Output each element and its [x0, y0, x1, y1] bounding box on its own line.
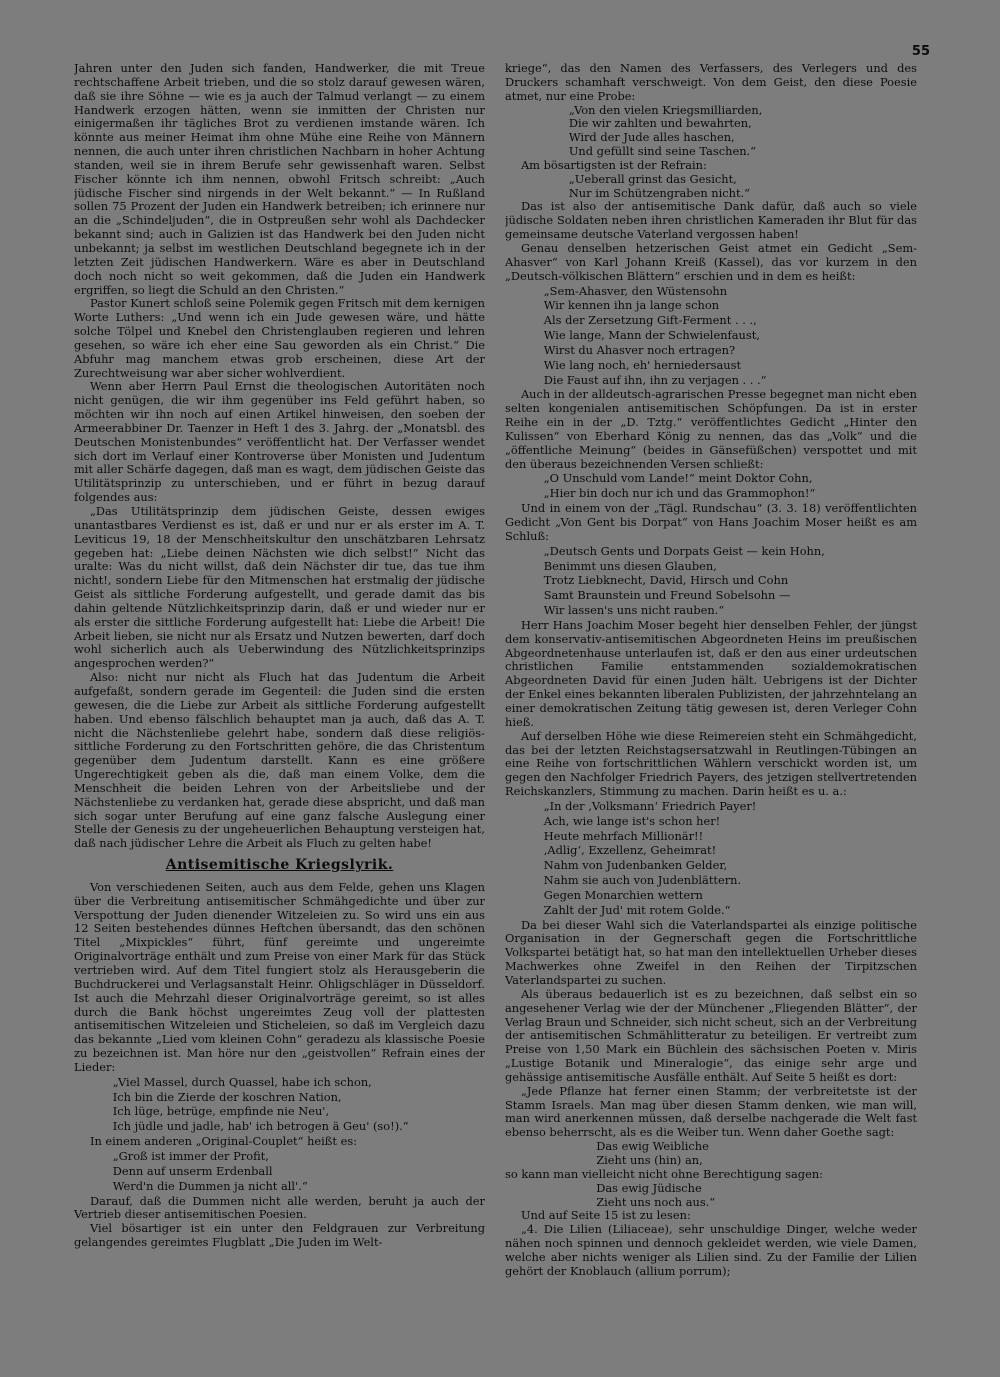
page-number: 55 [911, 44, 930, 59]
verse-line: Wie lang noch, eh' herniedersaust [543, 357, 742, 372]
paragraph: Auch in der alldeutsch-agrarischen Presse begegnet man nicht eben selten kongenialen antisemitischen Schöpfungen. Da ist in erster Reihe ein in der „D. Tztg.“ veröffentlichtes Gedicht „Hinter den Kulissen“ von Eberhard König zu nennen, das das „Volk“ und die „öffentliche Meinung“ (beides in Gänsefüßchen) verspottet und mit den überaus bezeichnenden Versen schließt: [505, 387, 917, 471]
paragraph: Auf derselben Höhe wie diese Reimereien steht ein Schmähgedicht, das bei der letzten Reichstagsersatzwahl in Reutlingen-Tübingen an eine Reihe von fortschrittlichen Wählern verschickt worden ist, um gegen den Nachfolger Friedrich Payers, des jetzigen stellvertretenden Reichskanzlers, Stimmung zu machen. Darin heißt es u. a.: [505, 728, 917, 799]
verse-line: Denn auf unserm Erdenball [112, 1163, 273, 1178]
paragraph: Pastor Kunert schloß seine Polemik gegen Fritsch mit dem kernigen Worte Luthers: „Und wenn ich ein Jude gewesen wäre, und hätte solche Tölpel und Knebel den Christenglauben regieren und lehren gesehen, so wäre ich eher eine Sau geworden als ein Christ.“ Die Abfuhr mag manchem etwas grob erscheinen, diese Art der Zurechtweisung war aber sicher wohlverdient. [74, 296, 485, 380]
verse-line: Nur im Schützengraben nicht.“ [568, 185, 751, 200]
verse-line: „Deutsch Gents und Dorpats Geist — kein Hohn, [543, 543, 825, 558]
verse-line: „O Unschuld vom Lande!“ meint Doktor Cohn, [543, 471, 813, 486]
verse-line: Wie lange, Mann der Schwielenfaust, [543, 328, 760, 343]
left-column [74, 62, 485, 1362]
verse-line: „Ueberall grinst das Gesicht, [568, 171, 737, 186]
quotation: „Jede Pflanze hat ferner einen Stamm; der verbreitetste ist der Stamm Israels. Man mag über diesen Stamm denken, wie man will, man wird anerkennen müssen, daß derselbe nachgerade die Welt fast ebenso beherrscht, als es die Weiber tun. Wenn daher Goethe sagt: [505, 1083, 917, 1140]
paragraph: Als überaus bedauerlich ist es zu bezeichnen, daß selbst ein so angesehener Verlag wie der der Münchener „Fliegenden Blätter“, der Verlag Braun und Schneider, sich nicht scheut, sich an der Verbreitung der antisemitischen Schmählitteratur zu beteiligen. Er vertreibt zum Preise von 1,50 Mark ein Büchlein des sächsischen Poeten v. Miris „Lustige Botanik und Mineralogie“, das einige sehr arge und gehässige antisemitische Ausfälle enthält. Auf Seite 5 heißt es dort: [505, 986, 917, 1084]
verse-line: Zieht uns (hin) an, [596, 1152, 703, 1167]
paragraph: Und auf Seite 15 ist zu lesen: [520, 1208, 691, 1223]
verse-line: Benimmt uns diesen Glauben, [543, 558, 717, 573]
verse-line: „Groß ist immer der Profit, [112, 1148, 269, 1163]
paragraph: Herr Hans Joachim Moser begeht hier denselben Fehler, der jüngst dem konservativ-antisemitischen Abgeordneten Heins im preußischen Abgeordnetenhause unterlaufen ist, daß er den aus einer urdeutschen christlichen Familie entstammenden sozialdemokratischen Abgeordneten David für einen Juden hält. Uebrigens ist der Dichter der Enkel eines bekannten liberalen Publizisten, der jahrzehntelang an einer demokratischen Zeitung tätig gewesen ist, deren Verleger Cohn hieß. [505, 617, 917, 729]
verse-line: Heute mehrfach Millionär!! [543, 828, 704, 843]
verse-line: Zieht uns noch aus.“ [596, 1194, 716, 1209]
paragraph: Jahren unter den Juden sich fanden, Handwerker, die mit Treue rechtschaffene Arbeit trieben, und die so stolz darauf gewesen wären, daß sie ihre Söhne — wie es ja auch der Talmud verlangt — zu einem Handwerk erzogen hätten, wenn sie inmitten der Christen nur einigermaßen ihr tägliches Brot zu verdienen imstande wären. Ich könnte aus meiner Heimat ihm ohne Mühe eine Reihe von Männern nennen, die auch unter ihren christlichen Nachbarn in hoher Achtung standen, weil sie in ihrem Berufe sehr gewissenhaft waren. Selbst Fischer könnte ich ihm nennen, obwohl Fritsch schreibt: „Auch jüdische Fischer sind nirgends in der Welt bekannt.“ — In Rußland sollen 75 Prozent der Juden ein Handwerk betreiben; ich erinnere nur an die „Schindeljuden“, die in Ostpreußen sehr wohl als Dachdecker bekannt sind; auch in Galizien ist das Handwerk bei den Juden nicht unbekannt; ja selbst im westlichen Deutschland begegnete ich in der letzten Zeit jüdischen Handwerkern. Wäre es aber in Deutschland doch noch nicht so weit gekommen, daß die Juden ein Handwerk ergriffen, so liegt die Schuld an den Christen.“ [74, 62, 485, 297]
verse-line: Nahm von Judenbanken Gelder, [543, 858, 728, 873]
paragraph: Wenn aber Herrn Paul Ernst die theologischen Autoritäten noch nicht genügen, die wir ihm gegenüber ins Feld geführt haben, so möchten wir ihn noch auf einen Artikel hinweisen, den soeben der Armeerabbiner Dr. Taenzer in Heft 1 des 3. Jahrg. der „Monatsbl. des Deutschen Monistenbundes“ veröffentlicht hat. Der Verfasser wendet sich dort im Verlauf einer Kontroverse über Monisten und Judentum mit aller Schärfe dagegen, daß man es wagt, dem jüdischen Geiste das Utilitätsprinzip zu unterschieben, und er führt in bezug darauf folgendes aus: [74, 379, 485, 505]
verse-line: Ich jüdle und jadle, hab' ich betrogen ä Geu' (so!).“ [112, 1119, 409, 1134]
verse-line: Als der Zersetzung Gift-Ferment . . ., [543, 313, 757, 328]
verse-line: Ich bin die Zierde der koschren Nation, [112, 1089, 342, 1104]
verse-line: Das ewig Jüdische [596, 1180, 702, 1195]
verse-line: Wirst du Ahasver noch ertragen? [543, 342, 736, 357]
verse-line: Wir kennen ihn ja lange schon [543, 298, 720, 313]
right-column [505, 62, 917, 1362]
paragraph: Und in einem von der „Tägl. Rundschau“ (3. 3. 18) veröffentlichten Gedicht „Von Gent bis Dorpat“ von Hans Joachim Moser heißt es am Schluß: [505, 501, 917, 543]
verse-line: Die wir zahlten und bewahrten, [568, 116, 752, 131]
verse-line: Wird der Jude alles haschen, [568, 130, 735, 145]
verse-line: Die Faust auf ihn, ihn zu verjagen . . .“ [543, 372, 767, 387]
paragraph: Am bösartigsten ist der Refrain: [520, 157, 707, 172]
paragraph: Da bei dieser Wahl sich die Vaterlandspartei als einzige politische Organisation in der Gegnerschaft gegen die Fortschrittliche Volkspartei betätigt hat, so hat man den intellektuellen Urheber dieses Machwerkes ohne Zweifel in den Reihen der Tirpitzschen Vaterlandspartei zu suchen. [505, 917, 917, 987]
verse-line: Ich lüge, betrüge, empfinde nie Neu', [112, 1104, 330, 1119]
paragraph: Viel bösartiger ist ein unter den Feldgrauen zur Verbreitung gelangendes gereimtes Flugblatt „Die Juden im Welt- [74, 1221, 485, 1250]
verse-line: „Viel Massel, durch Quassel, habe ich schon, [112, 1074, 372, 1089]
paragraph: „4. Die Lilien (Liliaceae), sehr unschuldige Dinger, welche weder nähen noch spinnen und dennoch gekleidet werden, wie viele Damen, welche aber nichts weniger als Lilien sind. Zu der Familie der Lilien gehört der Knoblauch (allium porrum); [505, 1222, 917, 1278]
paragraph: Also: nicht nur nicht als Fluch hat das Judentum die Arbeit aufgefaßt, sondern gerade im Gegenteil: die Juden sind die ersten gewesen, die die Liebe zur Arbeit als sittliche Forderung aufgestellt haben. Und ebenso fälschlich behauptet man ja auch, daß das A. T. nicht die Nächstenliebe gelehrt habe, sondern daß diese religiös-sittliche Forderung zu den Fortschritten gehöre, die das Christentum gegenüber dem Judentum darstellt. Kann es eine größere Ungerechtigkeit geben als die, daß man einem Volke, dem die Menschheit die beiden Lehren von der Arbeitsliebe und der Nächstenliebe zu verdanken hat, gerade diese abspricht, und daß man sich sogar unter Berufung auf eine ganz falsche Auslegung einer Stelle der Genesis zu der ungeheuerlichen Behauptung versteigen hat, daß nach jüdischer Lehre die Arbeit als Fluch zu gelten habe! [74, 670, 485, 851]
paragraph: Von verschiedenen Seiten, auch aus dem Felde, gehen uns Klagen über die Verbreitung antisemitischer Schmähgedichte und über zur Verspottung der Juden dienender Witzeleien zu. So wird uns ein aus 12 Seiten bestehendes dünnes Heftchen übersandt, das den schönen Titel „Mixpickles“ führt, fünf gereimte und ungereimte Originalvorträge enthält und zum Preise von einer Mark für das Stück vertrieben wird. Auf dem Titel fungiert stolz als Herausgeberin die Buchdruckerei und Verlagsanstalt Heinr. Ohligschläger in Düsseldorf. Ist auch die Mehrzahl dieser Originalvorträge gereimt, so ist alles durch die Bank höchst ungereimtes Zeug voll der plattesten antisemitischen Witzeleien und Sticheleien, so daß im Vergleich dazu das bekannte „Lied vom kleinen Cohn“ geradezu als klassische Poesie zu bezeichnen ist. Man höre nur den „geistvollen“ Refrain eines der Lieder: [74, 879, 485, 1074]
verse-line: Trotz Liebknecht, David, Hirsch und Cohn [543, 573, 789, 588]
section-heading: Antisemitische Kriegslyrik. [165, 857, 394, 874]
verse-line: Wir lassen's uns nicht rauben.“ [543, 603, 725, 618]
verse-line: ‚Adlig‘, Exzellenz, Geheimrat! [543, 843, 717, 858]
verse-line: Gegen Monarchien wettern [543, 887, 703, 902]
paragraph: kriege“, das den Namen des Verfassers, des Verlegers und des Druckers schamhaft verschweigt. Von dem Geist, den diese Poesie atmet, nur eine Probe: [505, 62, 917, 103]
verse-line: Werd'n die Dummen ja nicht all'.“ [112, 1178, 308, 1193]
verse-line: „Von den vielen Kriegsmilliarden, [568, 102, 763, 117]
verse-line: Zahlt der Jud' mit rotem Golde.“ [543, 902, 731, 917]
paragraph: Genau denselben hetzerischen Geist atmet ein Gedicht „Sem-Ahasver“ von Karl Johann Kreiß (Kassel), das vor kurzem in den „Deutsch-völkischen Blättern“ erschien und in dem es heißt: [505, 240, 917, 283]
verse-line: „Sem-Ahasver, den Wüstensohn [543, 283, 728, 298]
verse-line: Samt Braunstein und Freund Sobelsohn — [543, 588, 791, 603]
verse-line: Und gefüllt sind seine Taschen.“ [568, 144, 756, 159]
paragraph: Das ist also der antisemitische Dank dafür, daß auch so viele jüdische Soldaten neben ihren christlichen Kameraden ihr Blut für das gemeinsame deutsche Vaterland vergossen haben! [505, 199, 917, 242]
paragraph: so kann man vielleicht nicht ohne Berechtigung sagen: [505, 1166, 823, 1181]
verse-line: „Hier bin doch nur ich und das Grammophon!“ [543, 486, 816, 501]
quotation: „Das Utilitätsprinzip dem jüdischen Geiste, dessen ewiges unantastbares Verdienst es ist, daß er und nur er als erster im A. T. Leviticus 19, 18 der Menschheitskultur den unschätzbaren Lehrsatz gegeben hat: „Liebe deinen Nächsten wie dich selbst!“ Nicht das uralte: Was du nicht willst, daß dein Nächster dir tue, das tue ihm nicht!, sondern Liebe für den Mitmenschen hat erstmalig der jüdische Geist als sittliche Forderung aufgestellt, und gerade damit das bis dahin geltende Nützlichkeitsprinzip darin, daß er und wieder nur er als erster die sittliche Forderung aufgestellt hat: Liebe die Arbeit! Die Arbeit lieben, sie nicht nur als Ersatz und Nutzen bewerten, darf doch wohl sicherlich auch als Ueberwindung des Nützlichkeitsprinzips angesprochen werden?“ [74, 504, 485, 671]
paragraph: In einem anderen „Original-Couplet“ heißt es: [89, 1134, 358, 1149]
verse-line: Das ewig Weibliche [596, 1139, 709, 1154]
verse-line: Ach, wie lange ist's schon her! [543, 813, 721, 828]
paragraph: Darauf, daß die Dummen nicht alle werden, beruht ja auch der Vertrieb dieser antisemitischen Poesien. [74, 1193, 485, 1222]
verse-line: Nahm sie auch von Judenblättern. [543, 873, 742, 888]
verse-line: „In der ‚Volksmann‘ Friedrich Payer! [543, 798, 757, 813]
